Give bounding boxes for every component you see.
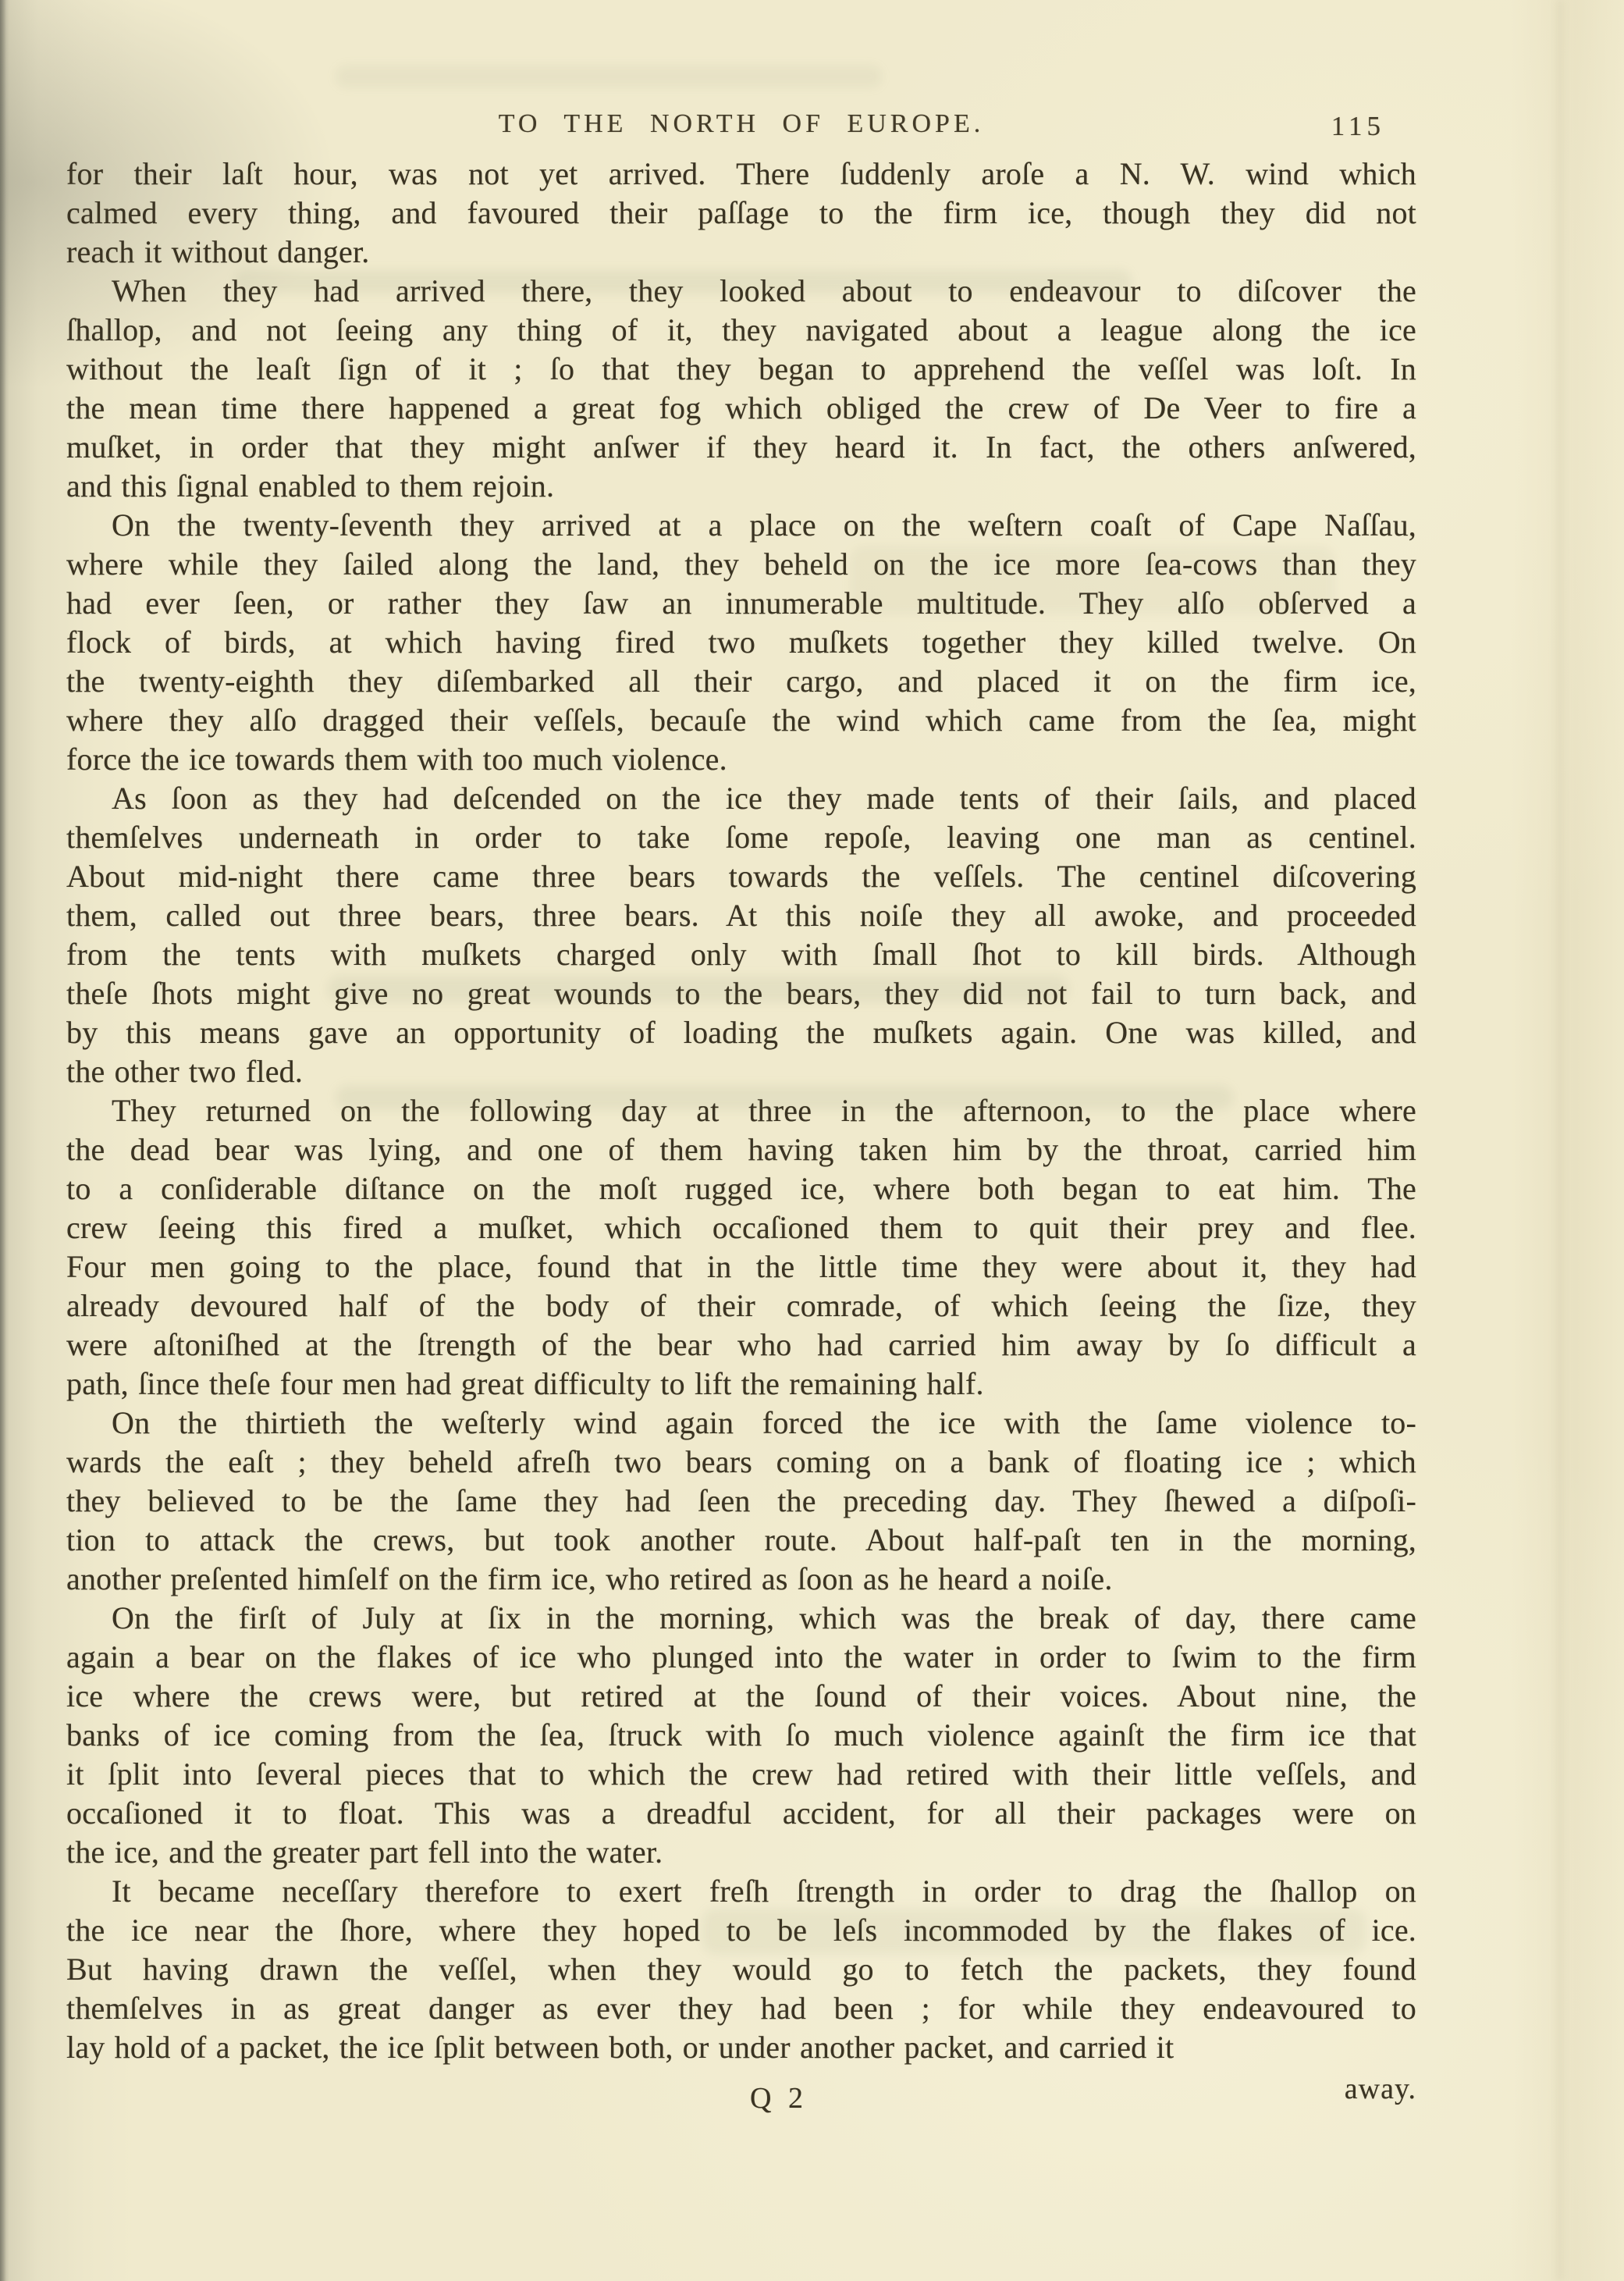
text-line: muſket, in order that they might anſwer if they heard it. In fact, the others anſwered, (66, 429, 1416, 464)
text-line: they believed to be the ſame they had ſeen the preceding day. They ſhewed a diſpoſi- (66, 1483, 1416, 1518)
running-title: TO THE NORTH OF EUROPE. (498, 109, 985, 138)
signature-mark: Q 2 (750, 2082, 808, 2115)
text-line: ice where the crews were, but retired at the ſound of their voices. About nine, the (66, 1678, 1416, 1713)
text-line: crew ſeeing this fired a muſket, which occaſioned them to quit their prey and flee. (66, 1210, 1416, 1245)
paragraph (66, 506, 1416, 779)
text-line: the ice near the ſhore, where they hoped to be leſs incommoded by the flakes of ice. (66, 1913, 1416, 1948)
text-line: calmed every thing, and favoured their paſſage to the firm ice, though they did not (66, 195, 1416, 230)
text-line: reach it without danger. (66, 234, 370, 269)
page-footer (66, 2069, 1416, 2123)
text-line: On the thirtieth the weſterly wind again forced the ice with the ſame violence to- (112, 1405, 1416, 1440)
paragraph (66, 1872, 1416, 2067)
text-line: another preſented himſelf on the firm ice, who retired as ſoon as he heard a noiſe. (66, 1561, 1113, 1596)
page-edge-shadow (0, 0, 6, 2281)
text-line: As ſoon as they had deſcended on the ice they made tents of their ſails, and placed (112, 781, 1416, 816)
text-line: by this means gave an opportunity of loading the muſkets again. One was killed, and (66, 1015, 1416, 1050)
text-line: But having drawn the veſſel, when they would go to fetch the packets, they found (66, 1952, 1416, 1987)
text-line: the other two fled. (66, 1054, 304, 1089)
paragraph (66, 1091, 1416, 1404)
paragraph (66, 779, 1416, 1091)
text-line: had ever ſeen, or rather they ſaw an innumerable multitude. They alſo obſerved a (66, 585, 1416, 621)
text-line: flock of birds, at which having fired two muſkets together they killed twelve. On (66, 625, 1416, 660)
text-line: occaſioned it to float. This was a dreadful accident, for all their packages were on (66, 1795, 1416, 1831)
text-line: to a conſiderable diſtance on the moſt rugged ice, where both began to eat him. The (66, 1171, 1416, 1206)
text-line: Four men going to the place, found that in the little time they were about it, they had (66, 1249, 1416, 1284)
text-line: for their laſt hour, was not yet arrived. There ſuddenly aroſe a N. W. wind which (66, 156, 1416, 191)
text-line: themſelves in as great danger as ever they had been ; for while they endeavoured to (66, 1991, 1416, 2026)
text-line: the twenty-eighth they diſembarked all their cargo, and placed it on the firm ice, (66, 664, 1416, 699)
text-line: When they had arrived there, they looked about to endeavour to diſcover the (112, 273, 1416, 308)
text-block (66, 155, 1416, 2067)
text-line: path, ſince theſe four men had great difficulty to lift the remaining half. (66, 1366, 984, 1401)
text-line: without the leaſt ſign of it ; ſo that they began to apprehend the veſſel was loſt. In (66, 351, 1416, 386)
text-line: already devoured half of the body of their comrade, of which ſeeing the ſize, they (66, 1288, 1416, 1323)
text-line: the ice, and the greater part fell into the water. (66, 1834, 663, 1870)
page-number: 115 (1331, 111, 1385, 141)
text-line: wards the eaſt ; they beheld afreſh two bears coming on a bank of floating ice ; which (66, 1444, 1416, 1479)
catchword: away. (1344, 2073, 1416, 2105)
paragraph (66, 1404, 1416, 1599)
text-line: lay hold of a packet, the ice ſplit between both, or under another packet, and carried it (66, 2030, 1174, 2065)
text-line: ſhallop, and not ſeeing any thing of it, they navigated about a league along the ice (66, 312, 1416, 347)
text-line: force the ice towards them with too much violence. (66, 742, 727, 777)
text-line: tion to attack the crews, but took another route. About half-paſt ten in the morning, (66, 1522, 1416, 1557)
text-line: again a bear on the flakes of ice who plunged into the water in order to ſwim to the firm (66, 1639, 1416, 1674)
paragraph (66, 155, 1416, 272)
text-line: where they alſo dragged their veſſels, becauſe the wind which came from the ſea, might (66, 703, 1416, 738)
text-line: They returned on the following day at three in the afternoon, to the place where (112, 1093, 1416, 1128)
text-line: It became neceſſary therefore to exert freſh ſtrength in order to drag the ſhallop on (112, 1874, 1416, 1909)
text-line: themſelves underneath in order to take ſome repoſe, leaving one man as centinel. (66, 820, 1416, 855)
text-line: banks of ice coming from the ſea, ſtruck with ſo much violence againſt the firm ice that (66, 1717, 1416, 1753)
text-line: where while they ſailed along the land, they beheld on the ice more ſea-cows than they (66, 546, 1416, 582)
text-line: On the firſt of July at ſix in the morning, which was the break of day, there came (112, 1600, 1416, 1635)
paragraph (66, 1599, 1416, 1872)
page-header (66, 109, 1416, 145)
text-line: and this ſignal enabled to them rejoin. (66, 468, 555, 504)
text-line: theſe ſhots might give no great wounds to the bears, they did not fail to turn back, and (66, 976, 1416, 1011)
text-line: the dead bear was lying, and one of them having taken him by the throat, carried him (66, 1132, 1416, 1167)
text-line: were aſtoniſhed at the ſtrength of the bear who had carried him away by ſo difficult a (66, 1327, 1416, 1362)
page-curl-shading (1557, 0, 1563, 2281)
text-line: from the tents with muſkets charged only with ſmall ſhot to kill birds. Although (66, 937, 1416, 972)
paragraph (66, 272, 1416, 506)
text-line: it ſplit into ſeveral pieces that to which the crew had retired with their little veſſels, and (66, 1756, 1416, 1792)
text-line: the mean time there happened a great fog which obliged the crew of De Veer to fire a (66, 390, 1416, 425)
showthrough-smudge (336, 66, 882, 87)
text-line: On the twenty-ſeventh they arrived at a place on the weſtern coaſt of Cape Naſſau, (112, 507, 1416, 543)
text-line: them, called out three bears, three bears. At this noiſe they all awoke, and proceeded (66, 898, 1416, 933)
text-line: About mid-night there came three bears towards the veſſels. The centinel diſcovering (66, 859, 1416, 894)
